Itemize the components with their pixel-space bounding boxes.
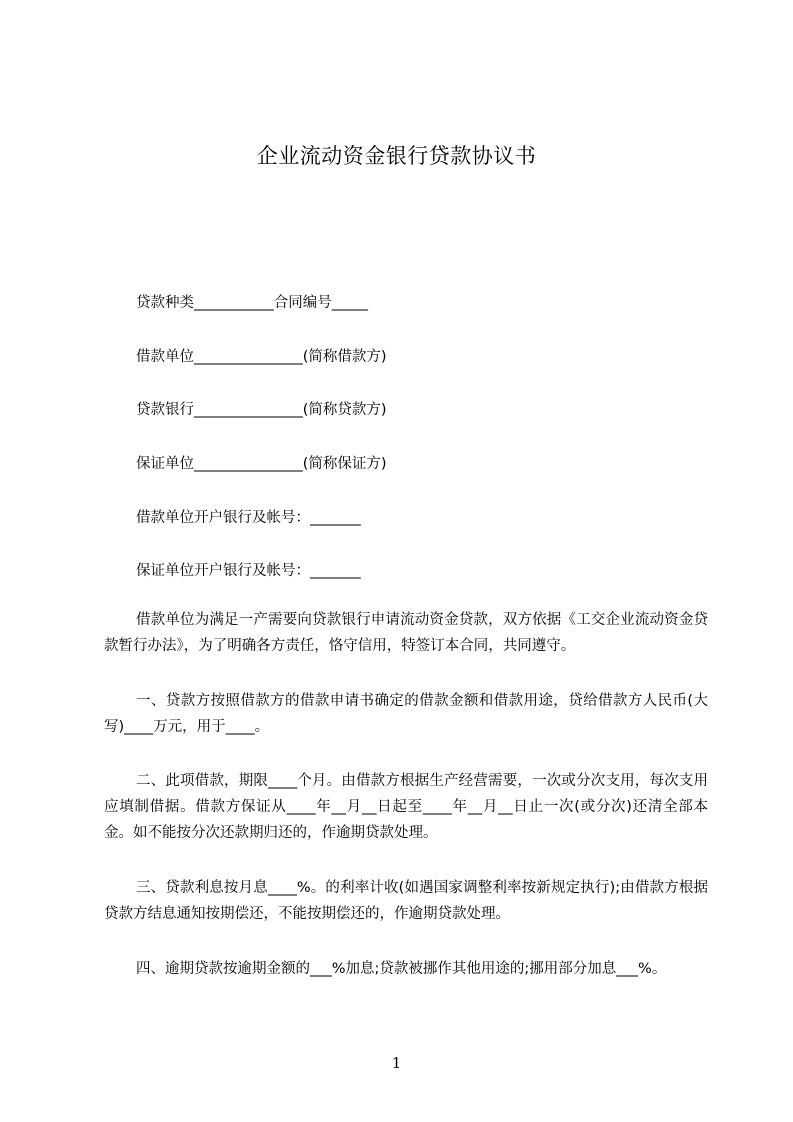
paragraph-clause-4: 四、逾期贷款按逾期金额的___%加息;贷款被挪作其他用途的;挪用部分加息___%。: [136, 961, 667, 977]
field-borrower: 借款单位_______________(简称借款方): [136, 349, 387, 365]
paragraph-clause-1: 一、贷款方按照借款方的借款申请书确定的借款金额和借款用途，贷给借款方人民币(大写)____万元，用于____。: [104, 693, 708, 735]
field-borrower-account: 借款单位开户银行及帐号：_______: [136, 510, 361, 526]
page-number: 1: [391, 1054, 402, 1072]
paragraph-preamble: 借款单位为满足一产需要向贷款银行申请流动资金贷款，双方依据《工交企业流动资金贷款暂行办法》，为了明确各方责任，恪守信用，特签订本合同，共同遵守。: [104, 612, 708, 654]
paragraph-clause-3: 三、贷款利息按月息____%。的利率计收(如遇国家调整利率按新规定执行);由借款方根据贷款方结息通知按期偿还，不能按期偿还的，作逾期贷款处理。: [104, 880, 708, 922]
field-guarantor: 保证单位_______________(简称保证方): [136, 456, 387, 472]
field-loan-type: 贷款种类___________合同编号_____: [136, 295, 368, 311]
paragraph-clause-2: 二、此项借款，期限____个月。由借款方根据生产经营需要，一次或分次支用，每次支用应填制借据。借款方保证从____年__月__日起至____年__月__日止一次(或分次)还清全部本金。如不能按分次还款期归还的，作逾期贷款处理。: [104, 773, 708, 841]
field-guarantor-account: 保证单位开户银行及帐号：_______: [136, 563, 361, 579]
field-lender-bank: 贷款银行_______________(简称贷款方): [136, 402, 387, 418]
document-title: 企业流动资金银行贷款协议书: [256, 144, 537, 168]
